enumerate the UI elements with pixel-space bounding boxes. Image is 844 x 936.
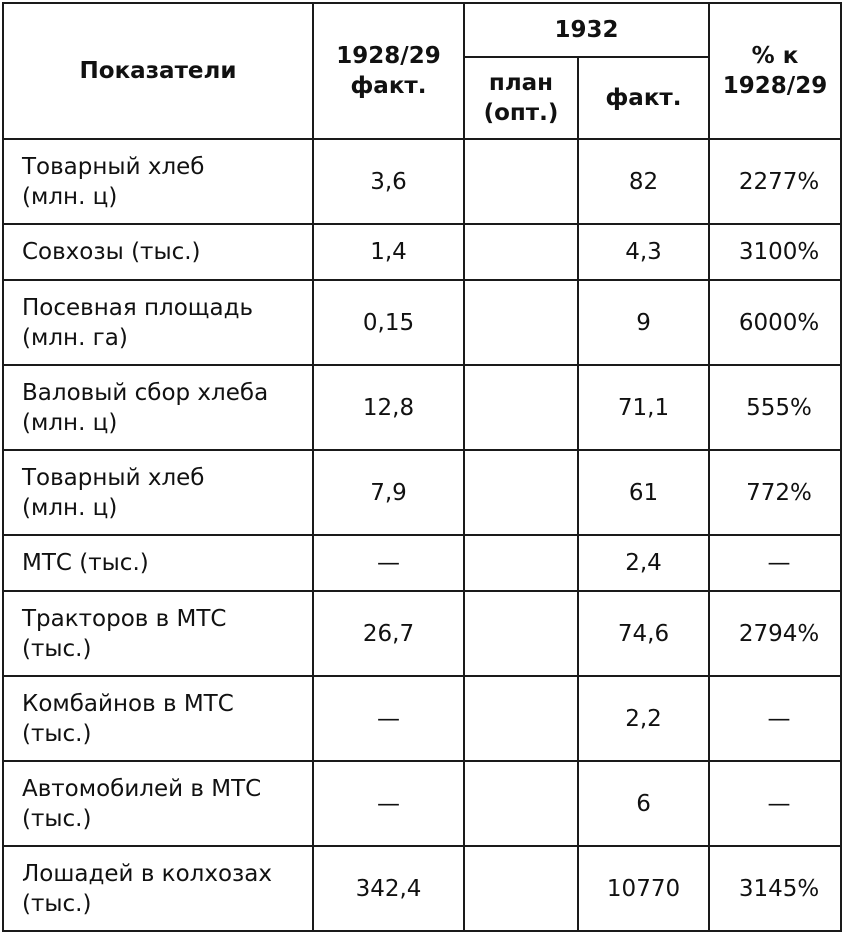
base-value-cell: 26,7 xyxy=(313,591,464,676)
indicator-unit: (млн. ц) xyxy=(22,409,118,436)
percent-value-cell: 772% xyxy=(709,450,841,535)
plan-value-cell xyxy=(464,676,578,761)
fact-value-cell: 74,6 xyxy=(578,591,709,676)
indicator-name: Посевная площадь xyxy=(22,294,254,321)
plan-value-cell xyxy=(464,761,578,846)
plan-value-cell xyxy=(464,846,578,931)
fact-value-cell: 2,2 xyxy=(578,676,709,761)
table-body xyxy=(3,139,841,931)
indicator-unit: (тыс.) xyxy=(22,635,92,662)
plan-value-cell xyxy=(464,280,578,365)
plan-value-cell xyxy=(464,365,578,450)
indicator-name: Товарный хлеб xyxy=(22,153,205,180)
percent-value-cell: 6000% xyxy=(709,280,841,365)
table-row xyxy=(3,846,841,931)
plan-value-cell xyxy=(464,535,578,591)
percent-value-cell: 3100% xyxy=(709,224,841,280)
base-value-cell: 342,4 xyxy=(313,846,464,931)
indicator-cell xyxy=(3,846,313,931)
indicator-unit: (млн. га) xyxy=(22,324,128,351)
fact-value-cell: 9 xyxy=(578,280,709,365)
plan-value-cell xyxy=(464,224,578,280)
header-row-top xyxy=(3,3,841,57)
indicator-cell xyxy=(3,280,313,365)
plan-value-cell xyxy=(464,591,578,676)
table-row xyxy=(3,450,841,535)
plan-value-cell xyxy=(464,450,578,535)
base-value-cell: — xyxy=(313,535,464,591)
indicator-name: Лошадей в колхозах xyxy=(22,860,272,887)
fact-value-cell: 61 xyxy=(578,450,709,535)
table-row xyxy=(3,676,841,761)
fact-value-cell: 4,3 xyxy=(578,224,709,280)
base-year-header: 1928/29 факт. xyxy=(313,3,464,139)
table-row xyxy=(3,761,841,846)
indicator-unit: (тыс.) xyxy=(22,805,92,832)
indicators-table xyxy=(2,2,842,932)
indicator-name: Тракторов в МТС xyxy=(22,605,227,632)
table-row xyxy=(3,224,841,280)
percent-value-cell: 555% xyxy=(709,365,841,450)
base-value-cell: 12,8 xyxy=(313,365,464,450)
indicator-unit: (тыс.) xyxy=(22,890,92,917)
base-value-cell: 3,6 xyxy=(313,139,464,224)
indicator-cell xyxy=(3,139,313,224)
indicator-cell xyxy=(3,450,313,535)
percent-value-cell: 3145% xyxy=(709,846,841,931)
percent-value-cell: — xyxy=(709,761,841,846)
percent-value-cell: 2794% xyxy=(709,591,841,676)
base-value-cell: 0,15 xyxy=(313,280,464,365)
table-row xyxy=(3,535,841,591)
fact-header: факт. xyxy=(578,57,709,139)
fact-value-cell: 6 xyxy=(578,761,709,846)
indicator-name: Автомобилей в МТС xyxy=(22,775,262,802)
indicator-cell xyxy=(3,761,313,846)
table-row xyxy=(3,280,841,365)
indicator-unit: (тыс.) xyxy=(22,720,92,747)
table-row xyxy=(3,591,841,676)
target-year-header: 1932 xyxy=(464,3,709,57)
percent-header: % к 1928/29 xyxy=(709,3,841,139)
indicator-name: Совхозы (тыс.) xyxy=(22,239,201,265)
indicator-cell xyxy=(3,676,313,761)
indicator-header: Показатели xyxy=(3,3,313,139)
base-value-cell: 7,9 xyxy=(313,450,464,535)
percent-value-cell: 2277% xyxy=(709,139,841,224)
fact-value-cell: 2,4 xyxy=(578,535,709,591)
indicator-name: Товарный хлеб xyxy=(22,464,205,491)
indicator-cell xyxy=(3,591,313,676)
indicator-name: Валовый сбор хлеба xyxy=(22,379,269,406)
base-value-cell: 1,4 xyxy=(313,224,464,280)
base-value-cell: — xyxy=(313,761,464,846)
indicator-unit: (млн. ц) xyxy=(22,183,118,210)
percent-value-cell: — xyxy=(709,535,841,591)
indicator-cell xyxy=(3,535,313,591)
percent-value-cell: — xyxy=(709,676,841,761)
indicator-name: Комбайнов в МТС xyxy=(22,690,234,717)
base-value-cell: — xyxy=(313,676,464,761)
fact-value-cell: 71,1 xyxy=(578,365,709,450)
table-row xyxy=(3,139,841,224)
table-row xyxy=(3,365,841,450)
indicator-name: МТС (тыс.) xyxy=(22,550,149,576)
indicator-cell xyxy=(3,224,313,280)
plan-value-cell xyxy=(464,139,578,224)
fact-value-cell: 10770 xyxy=(578,846,709,931)
indicator-cell xyxy=(3,365,313,450)
fact-value-cell: 82 xyxy=(578,139,709,224)
plan-header: план (опт.) xyxy=(464,57,578,139)
indicator-unit: (млн. ц) xyxy=(22,494,118,521)
